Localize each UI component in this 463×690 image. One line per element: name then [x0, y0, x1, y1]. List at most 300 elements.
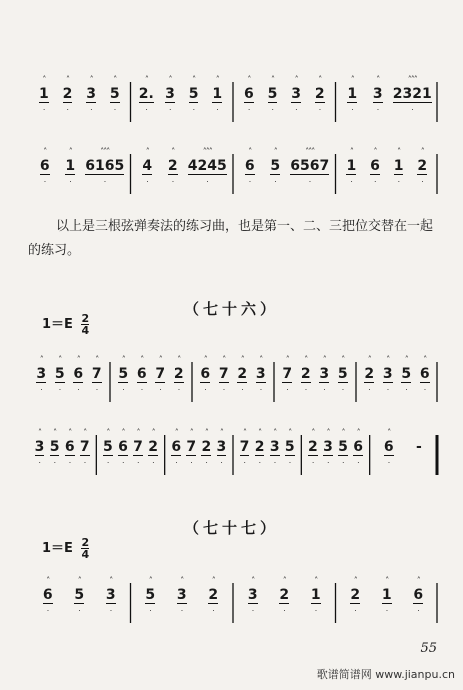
- bowing-mark: ˄: [326, 428, 330, 437]
- note: [214, 427, 228, 468]
- fingering-mark: ·: [43, 178, 46, 186]
- fingering-mark: ·: [66, 106, 69, 114]
- bowing-mark: ˄: [68, 147, 72, 156]
- fingering-mark: ·: [288, 459, 291, 467]
- note: [235, 354, 249, 395]
- fingering-mark: ·: [421, 178, 424, 186]
- fingering-mark: ·: [323, 386, 326, 394]
- fingering-mark: ·: [314, 607, 317, 615]
- note-value: 2: [254, 439, 265, 455]
- fingering-mark: ·: [171, 178, 174, 186]
- fingering-mark: ·: [169, 106, 171, 114]
- bowing-mark: ˄: [113, 75, 117, 84]
- fingering-mark: ·: [53, 459, 56, 467]
- fingering-mark: ·: [106, 459, 109, 467]
- note: [143, 575, 157, 616]
- fingering-mark: ·: [77, 386, 80, 394]
- bowing-mark: ˄: [58, 355, 62, 364]
- measure: [32, 575, 127, 637]
- fingering-mark: ·: [283, 607, 286, 615]
- bowing-mark: ˄: [39, 355, 43, 364]
- note-value: 3: [165, 86, 175, 102]
- section-title-77: （七十七）: [183, 519, 279, 537]
- bowing-mark: ˄: [318, 75, 322, 84]
- note: [175, 575, 189, 616]
- note-value: 2321: [392, 86, 432, 102]
- bowing-mark: ˄: [222, 355, 226, 364]
- note-value: 1: [310, 587, 321, 603]
- bowing-mark: ˄: [189, 428, 193, 437]
- note: [283, 427, 297, 468]
- note-value: 2: [307, 439, 318, 455]
- note-value: 1: [381, 587, 392, 603]
- bowing-mark: ˄: [259, 355, 263, 364]
- note-value: 6: [136, 366, 147, 382]
- fingering-mark: ·: [273, 459, 276, 467]
- bowing-mark: ˄: [353, 576, 357, 585]
- bowing-mark: ˄: [158, 355, 162, 364]
- measure: [237, 146, 332, 208]
- note-value: 1: [347, 86, 358, 102]
- fingering-mark: ·: [271, 106, 274, 114]
- note-value: 6: [64, 439, 75, 455]
- bowing-mark: ˄: [204, 428, 208, 437]
- fingering-mark: ·: [190, 459, 193, 467]
- bowing-mark: ˄˄˄: [100, 147, 110, 156]
- note-value: 2: [364, 366, 375, 382]
- note-value: 2: [62, 86, 73, 102]
- note: [34, 354, 48, 395]
- note-value: 3: [291, 86, 301, 102]
- bowing-mark: ˄: [387, 428, 391, 437]
- note: [392, 146, 406, 187]
- note: [336, 427, 350, 468]
- note-value: 6: [73, 366, 84, 382]
- measure: [32, 74, 127, 136]
- fingering-mark: ·: [308, 178, 311, 186]
- note: [84, 74, 98, 115]
- fingering-mark: ·: [286, 386, 289, 394]
- note: [345, 74, 359, 115]
- note-value: 1: [346, 158, 357, 174]
- note: [38, 146, 52, 187]
- measure: [135, 146, 230, 208]
- bowing-mark: ˄: [177, 355, 181, 364]
- note: [71, 354, 85, 395]
- fingering-mark: ·: [397, 178, 400, 186]
- fingering-mark: ·: [113, 106, 116, 114]
- bowing-mark: ˄: [211, 576, 215, 585]
- fingering-mark: ·: [95, 386, 98, 394]
- bowing-mark: ˄: [243, 428, 247, 437]
- fingering-mark: ·: [38, 459, 41, 467]
- note: [140, 146, 154, 187]
- note-value: 1: [38, 86, 49, 102]
- note: [313, 74, 327, 115]
- bowing-mark: ˄: [311, 428, 315, 437]
- note: [280, 354, 294, 395]
- bowing-mark: ˄: [248, 147, 252, 156]
- note: [290, 146, 330, 187]
- note-value: 7: [218, 366, 229, 382]
- note: [380, 575, 394, 616]
- bowing-mark: ˄: [367, 355, 371, 364]
- bowing-mark: ˄: [95, 355, 99, 364]
- note-value: 5: [118, 366, 129, 382]
- time-numerator: 2: [81, 536, 90, 549]
- note-value: 6: [383, 439, 394, 455]
- fingering-mark: ·: [90, 106, 92, 114]
- note: [101, 427, 115, 468]
- fingering-mark: ·: [251, 607, 254, 615]
- note: [299, 354, 313, 395]
- bowing-mark: ˄: [43, 147, 47, 156]
- note: [72, 575, 86, 616]
- fingering-mark: ·: [327, 459, 329, 467]
- measure: [340, 146, 435, 208]
- fingering-mark: ·: [248, 178, 251, 186]
- fingering-mark: ·: [42, 106, 45, 114]
- note-value: 7: [239, 439, 250, 455]
- note: [116, 427, 130, 468]
- note-value: 5: [337, 366, 348, 382]
- score-row-4: [28, 427, 438, 489]
- fingering-mark: ·: [206, 178, 209, 186]
- bowing-mark: ˄˄˄: [305, 147, 315, 156]
- note: [63, 146, 77, 187]
- note: [348, 575, 362, 616]
- fingering-mark: ·: [68, 459, 71, 467]
- bowing-mark: ˄: [89, 75, 93, 84]
- note-value: 6: [200, 366, 211, 382]
- note: [412, 427, 426, 458]
- note-value: 7: [186, 439, 197, 455]
- bowing-mark: ˄: [180, 576, 184, 585]
- note: [362, 354, 376, 395]
- note: [289, 74, 303, 115]
- note-value: 3: [105, 587, 116, 603]
- fingering-mark: ·: [192, 106, 195, 114]
- key-signature-76: [42, 313, 89, 336]
- note: [166, 146, 180, 187]
- note-value: 5: [270, 158, 281, 174]
- note-value: 2: [279, 587, 290, 603]
- note: [254, 354, 268, 395]
- fingering-mark: ·: [405, 386, 408, 394]
- bowing-mark: ˄: [294, 75, 298, 84]
- note: [199, 427, 213, 468]
- fingering-mark: ·: [216, 106, 219, 114]
- note-value: -: [415, 439, 422, 455]
- note: [381, 354, 395, 395]
- note-value: 2: [148, 439, 158, 455]
- bowing-mark: ˄: [171, 147, 175, 156]
- measure: [100, 427, 160, 489]
- bowing-mark: ˄: [341, 355, 345, 364]
- note-value: 3: [319, 366, 330, 382]
- bowing-mark: ˄: [282, 576, 286, 585]
- bowing-mark: ˄: [404, 355, 408, 364]
- note-value: 2: [300, 366, 311, 382]
- note-value: 2: [208, 587, 219, 603]
- note: [116, 354, 130, 395]
- bowing-mark: ˄: [385, 576, 389, 585]
- note-value: 6: [171, 439, 182, 455]
- note: [243, 146, 257, 187]
- fingering-mark: ·: [368, 386, 371, 394]
- fingering-mark: ·: [152, 459, 154, 467]
- time-denominator: 4: [81, 324, 90, 337]
- note: [163, 74, 177, 115]
- bowing-mark: ˄: [376, 75, 380, 84]
- bowing-mark: ˄: [288, 428, 292, 437]
- bowing-mark: ˄: [219, 428, 223, 437]
- bowing-mark: ˄: [416, 576, 420, 585]
- bowing-mark: ˄: [423, 355, 427, 364]
- fingering-mark: ·: [140, 386, 143, 394]
- note-value: 3: [36, 366, 47, 382]
- fingering-mark: ·: [180, 607, 183, 615]
- bowing-mark: ˄: [273, 428, 277, 437]
- score-row-1: [28, 74, 438, 136]
- bowing-mark: ˄: [151, 428, 155, 437]
- note-value: 5: [267, 86, 278, 102]
- fingering-mark: ·: [417, 607, 420, 615]
- bowing-mark: ˄˄˄: [407, 75, 417, 84]
- note: [104, 575, 118, 616]
- fingering-mark: ·: [83, 459, 86, 467]
- note: [90, 354, 104, 395]
- note-value: 4245: [187, 158, 227, 174]
- note-value: 2: [237, 366, 248, 382]
- measure: [360, 354, 434, 416]
- note: [306, 427, 320, 468]
- fingering-mark: ·: [109, 607, 112, 615]
- note-value: 2: [173, 366, 184, 382]
- note-value: 7: [91, 366, 102, 382]
- fingering-mark: ·: [374, 178, 376, 186]
- bowing-mark: ˄: [83, 428, 87, 437]
- measure: [340, 575, 435, 637]
- fingering-mark: ·: [204, 386, 207, 394]
- fingering-mark: ·: [222, 386, 225, 394]
- note-value: 3: [323, 439, 333, 455]
- note-value: 2: [417, 158, 428, 174]
- bowing-mark: ˄: [240, 355, 244, 364]
- bowing-mark: ˄: [68, 428, 72, 437]
- measure: [374, 427, 434, 489]
- section-title-76: （七十六）: [183, 300, 279, 318]
- note-value: 5: [401, 366, 412, 382]
- bowing-mark: ˄: [203, 355, 207, 364]
- fingering-mark: ·: [385, 607, 388, 615]
- note: [131, 427, 145, 468]
- note: [351, 427, 365, 468]
- fingering-mark: ·: [304, 386, 307, 394]
- bowing-mark: ˄: [42, 75, 46, 84]
- note: [317, 354, 331, 395]
- note: [60, 74, 74, 115]
- fingering-mark: ·: [122, 459, 124, 467]
- bowing-mark: ˄: [121, 355, 125, 364]
- note-value: 7: [79, 439, 90, 455]
- note-value: 6: [353, 439, 363, 455]
- note-value: 6: [243, 86, 254, 102]
- bowing-mark: ˄: [140, 355, 144, 364]
- note-value: 1: [393, 158, 404, 174]
- note: [206, 575, 220, 616]
- bowing-mark: ˄: [397, 147, 401, 156]
- note-value: 2: [201, 439, 212, 455]
- bowing-mark: ˄: [77, 576, 81, 585]
- note: [399, 354, 413, 395]
- note: [309, 575, 323, 616]
- bowing-mark: ˄: [106, 428, 110, 437]
- note-value: 2: [314, 86, 325, 102]
- note-value: 3: [382, 366, 393, 382]
- note-value: 6: [118, 439, 128, 455]
- note-value: 3: [216, 439, 227, 455]
- measure: [135, 74, 230, 136]
- note: [198, 354, 212, 395]
- note: [368, 146, 382, 187]
- note-value: 5: [102, 439, 113, 455]
- fingering-mark: ·: [175, 459, 178, 467]
- note-value: 5: [284, 439, 295, 455]
- note: [253, 427, 267, 468]
- bowing-mark: ˄: [273, 147, 277, 156]
- note: [268, 427, 282, 468]
- bowing-mark: ˄: [168, 75, 172, 84]
- fingering-mark: ·: [46, 607, 49, 615]
- note-value: 3: [269, 439, 280, 455]
- note-value: 2: [167, 158, 178, 174]
- note: [415, 146, 429, 187]
- note: [265, 74, 279, 115]
- bowing-mark: ˄: [322, 355, 326, 364]
- fingering-mark: ·: [78, 607, 81, 615]
- fingering-mark: ·: [342, 459, 344, 467]
- note-value: 2.: [138, 86, 154, 102]
- fingering-mark: ·: [177, 386, 180, 394]
- fingering-mark: ·: [311, 459, 314, 467]
- fingering-mark: ·: [259, 386, 262, 394]
- explanation-paragraph: 以上是三根弦弹奏法的练习曲，也是第一、二、三把位交替在一起的练习。: [28, 219, 434, 258]
- note: [146, 427, 160, 468]
- fingering-mark: ·: [423, 386, 426, 394]
- bowing-mark: ˄: [192, 75, 196, 84]
- measure: [169, 427, 229, 489]
- note: [153, 354, 167, 395]
- bowing-mark: ˄: [215, 75, 219, 84]
- time-numerator: 2: [81, 312, 90, 325]
- key-label: 1＝E: [42, 541, 73, 556]
- fingering-mark: ·: [137, 459, 139, 467]
- note: [48, 427, 62, 468]
- note: [108, 74, 122, 115]
- bowing-mark: ˄: [247, 75, 251, 84]
- measure: [237, 74, 332, 136]
- fingering-mark: ·: [351, 106, 354, 114]
- bowing-mark: ˄: [349, 147, 353, 156]
- time-signature: [81, 537, 89, 560]
- fingering-mark: ·: [318, 106, 321, 114]
- note: [63, 427, 77, 468]
- score-row-2: [28, 146, 438, 208]
- bowing-mark: ˄: [38, 428, 42, 437]
- measure: [135, 575, 230, 637]
- bowing-mark: ˄: [350, 75, 354, 84]
- fingering-mark: ·: [295, 106, 297, 114]
- note-value: 7: [133, 439, 143, 455]
- fingering-mark: ·: [40, 386, 43, 394]
- measure: [32, 354, 106, 416]
- fingering-mark: ·: [357, 459, 359, 467]
- bowing-mark: ˄: [121, 428, 125, 437]
- bowing-mark: ˄: [251, 576, 255, 585]
- note-value: 6: [244, 158, 255, 174]
- note-value: 6: [419, 366, 430, 382]
- measure: [114, 354, 188, 416]
- note-value: 6: [370, 158, 380, 174]
- bowing-mark: ˄: [109, 576, 113, 585]
- note-value: 4: [142, 158, 153, 174]
- measure: [32, 427, 92, 489]
- note-value: 3: [372, 86, 383, 102]
- note-value: 6165: [85, 158, 125, 174]
- note-value: 7: [282, 366, 293, 382]
- note: [371, 74, 385, 115]
- note: [33, 427, 47, 468]
- note-value: 2: [350, 587, 361, 603]
- note: [135, 354, 149, 395]
- note: [139, 74, 153, 115]
- measure: [196, 354, 270, 416]
- note: [78, 427, 92, 468]
- measure: [237, 575, 332, 637]
- time-denominator: 4: [81, 548, 90, 561]
- note-value: 5: [145, 587, 156, 603]
- note-value: 5: [188, 86, 199, 102]
- note: [246, 575, 260, 616]
- note: [217, 354, 231, 395]
- note-value: 3: [86, 86, 96, 102]
- note: [336, 354, 350, 395]
- bowing-mark: ˄: [386, 355, 390, 364]
- measure: [237, 427, 297, 489]
- measure: [340, 74, 435, 136]
- note: [344, 146, 358, 187]
- note-value: 5: [54, 366, 65, 382]
- note: [268, 146, 282, 187]
- note-value: 7: [155, 366, 166, 382]
- time-signature: [81, 313, 89, 336]
- note: [418, 354, 432, 395]
- note-value: 6: [39, 158, 50, 174]
- note-value: 3: [176, 587, 187, 603]
- bowing-mark: ˄: [174, 428, 178, 437]
- note-value: 5: [49, 439, 60, 455]
- note: [187, 74, 201, 115]
- bowing-mark: ˄: [148, 576, 152, 585]
- note: [321, 427, 335, 468]
- note: [37, 74, 51, 115]
- note: [382, 427, 396, 468]
- bowing-mark: ˄: [136, 428, 140, 437]
- bowing-mark: ˄: [341, 428, 345, 437]
- note: [53, 354, 67, 395]
- fingering-mark: ·: [376, 106, 379, 114]
